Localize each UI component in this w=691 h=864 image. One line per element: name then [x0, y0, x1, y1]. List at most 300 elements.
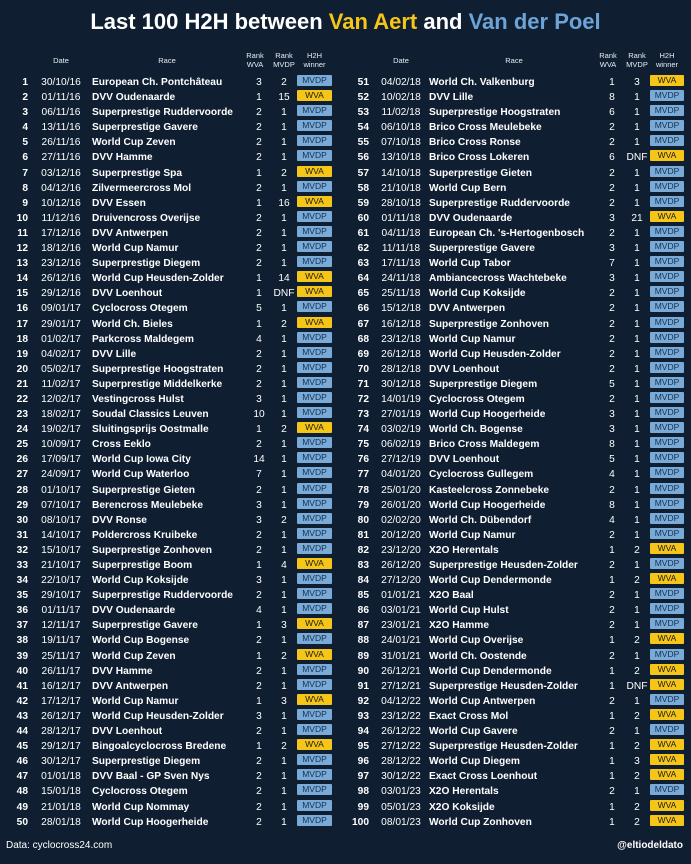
- row-winner-badge: WVA: [650, 664, 684, 675]
- row-number: 14: [16, 273, 28, 285]
- table-row: [344, 286, 686, 301]
- row-rank-wva: 2: [256, 107, 262, 119]
- row-winner-badge: WVA: [297, 317, 332, 328]
- row-race: DVV Lille: [429, 92, 474, 104]
- row-number: 79: [357, 499, 369, 511]
- row-winner-badge: MVDP: [650, 483, 684, 494]
- row-number: 1: [22, 77, 28, 88]
- row-date: 30/10/16: [41, 77, 81, 88]
- row-rank-mvdp: 1: [634, 590, 640, 602]
- row-rank-mvdp: 1: [281, 816, 287, 828]
- row-rank-mvdp: 1: [281, 726, 287, 738]
- table-row: [4, 90, 334, 105]
- row-rank-wva: 4: [256, 605, 262, 617]
- row-rank-mvdp: 15: [278, 92, 290, 104]
- row-date: 19/11/17: [41, 635, 81, 647]
- row-number: 75: [357, 439, 369, 451]
- row-race: Soudal Classics Leuven: [92, 409, 209, 421]
- row-rank-mvdp: 1: [281, 363, 287, 375]
- row-winner-badge: WVA: [650, 211, 684, 222]
- row-rank-wva: 2: [609, 197, 615, 209]
- row-winner-badge: MVDP: [650, 513, 684, 524]
- row-winner-badge: MVDP: [297, 226, 332, 237]
- row-rank-mvdp: 2: [634, 544, 640, 556]
- row-date: 29/10/17: [41, 590, 81, 602]
- row-rank-mvdp: 1: [634, 469, 640, 481]
- table-row: [4, 75, 334, 90]
- row-rank-wva: 1: [609, 801, 615, 813]
- row-rank-wva: 2: [609, 182, 615, 194]
- table-row: [4, 105, 334, 120]
- row-rank-mvdp: 1: [281, 454, 287, 466]
- row-rank-wva: 2: [609, 393, 615, 405]
- row-date: 01/01/18: [41, 771, 81, 783]
- header-winner: H2H winner: [655, 51, 679, 69]
- row-date: 18/02/17: [41, 409, 81, 421]
- row-date: 04/12/22: [381, 695, 421, 707]
- table-row: [4, 694, 334, 709]
- row-date: 25/01/20: [381, 484, 421, 496]
- row-rank-wva: 2: [609, 137, 615, 149]
- row-date: 17/09/17: [41, 454, 81, 466]
- row-race: Cyclocross Otegem: [92, 786, 188, 798]
- row-rank-wva: 1: [256, 741, 262, 753]
- row-winner-badge: MVDP: [650, 135, 684, 146]
- row-number: 21: [16, 378, 28, 390]
- row-rank-mvdp: 1: [634, 695, 640, 707]
- table-row: [4, 784, 334, 799]
- row-rank-wva: 3: [256, 499, 262, 511]
- row-winner-badge: MVDP: [650, 558, 684, 569]
- row-winner-badge: WVA: [650, 150, 684, 161]
- row-number: 92: [357, 695, 369, 707]
- table-row: [344, 588, 686, 603]
- row-race: Brico Cross Maldegem: [429, 439, 540, 451]
- table-row: [4, 649, 334, 664]
- row-rank-wva: 1: [609, 575, 615, 587]
- header-date: Date: [53, 56, 69, 65]
- row-race: World Cup Tabor: [429, 258, 511, 270]
- header-rank-wva: Rank WVA: [246, 51, 264, 69]
- row-rank-wva: 2: [609, 333, 615, 345]
- row-number: 89: [357, 650, 369, 662]
- row-race: X2O Hamme: [429, 620, 490, 632]
- row-race: Ambiancecross Wachtebeke: [429, 273, 567, 285]
- table-row: [4, 558, 334, 573]
- row-rank-mvdp: 1: [281, 680, 287, 692]
- row-rank-wva: 2: [256, 227, 262, 239]
- row-race: World Cup Namur: [92, 243, 179, 255]
- row-number: 25: [16, 439, 28, 451]
- row-rank-wva: 1: [609, 680, 615, 692]
- table-row: [4, 301, 334, 316]
- row-race: Exact Cross Mol: [429, 710, 509, 722]
- row-winner-badge: MVDP: [297, 347, 332, 358]
- row-race: DVV Essen: [92, 197, 146, 209]
- row-number: 81: [357, 529, 369, 541]
- row-rank-mvdp: 1: [281, 378, 287, 390]
- row-date: 26/12/21: [381, 665, 421, 677]
- row-rank-mvdp: 1: [634, 786, 640, 798]
- row-race: Sluitingsprijs Oostmalle: [92, 424, 209, 436]
- row-date: 23/12/20: [381, 544, 421, 556]
- row-number: 18: [16, 333, 28, 345]
- row-number: 87: [357, 620, 369, 632]
- row-date: 28/01/18: [41, 816, 81, 828]
- row-winner-badge: MVDP: [650, 392, 684, 403]
- row-date: 26/12/22: [381, 726, 421, 738]
- row-winner-badge: MVDP: [650, 528, 684, 539]
- row-rank-wva: 3: [256, 393, 262, 405]
- table-row: [344, 452, 686, 467]
- table-row: [4, 588, 334, 603]
- row-date: 07/10/18: [381, 137, 421, 149]
- row-winner-badge: WVA: [297, 618, 332, 629]
- row-winner-badge: MVDP: [650, 603, 684, 614]
- table-row: [344, 422, 686, 437]
- row-rank-wva: 3: [256, 710, 262, 722]
- row-rank-wva: 1: [256, 650, 262, 662]
- row-race: Exact Cross Loenhout: [429, 771, 538, 783]
- row-number: 66: [357, 303, 369, 315]
- row-winner-badge: MVDP: [650, 90, 684, 101]
- row-date: 26/12/17: [41, 710, 81, 722]
- row-number: 51: [357, 77, 369, 88]
- table-row: [344, 573, 686, 588]
- row-rank-mvdp: 1: [634, 424, 640, 436]
- row-winner-badge: MVDP: [297, 467, 332, 478]
- row-rank-wva: 1: [256, 424, 262, 436]
- row-winner-badge: MVDP: [297, 362, 332, 373]
- row-race: World Cup Zeven: [92, 137, 176, 149]
- row-winner-badge: MVDP: [297, 724, 332, 735]
- row-date: 27/12/20: [381, 575, 421, 587]
- row-number: 17: [16, 318, 28, 330]
- row-number: 82: [357, 544, 369, 556]
- row-number: 96: [357, 756, 369, 768]
- table-row: [4, 633, 334, 648]
- row-date: 26/11/17: [41, 665, 81, 677]
- row-race: Superprestige Heusden-Zolder: [429, 680, 578, 692]
- row-date: 31/01/21: [381, 650, 421, 662]
- row-date: 26/12/20: [381, 560, 421, 571]
- row-number: 46: [16, 756, 28, 768]
- row-rank-wva: 7: [256, 469, 262, 481]
- row-date: 26/01/20: [381, 499, 421, 511]
- row-rank-mvdp: 3: [281, 620, 287, 632]
- row-rank-mvdp: 3: [634, 77, 640, 88]
- row-date: 29/12/16: [41, 288, 81, 300]
- table-row: [4, 317, 334, 332]
- row-number: 85: [357, 590, 369, 602]
- row-date: 23/12/16: [41, 258, 81, 270]
- row-date: 17/12/17: [41, 695, 81, 707]
- row-race: Cyclocross Otegem: [92, 303, 188, 315]
- table-row: [4, 800, 334, 815]
- row-race: Superprestige Zonhoven: [429, 318, 550, 330]
- row-race: Bingoalcyclocross Bredene: [92, 741, 227, 753]
- table-row: [4, 769, 334, 784]
- row-rank-wva: 1: [609, 816, 615, 828]
- row-number: 49: [16, 801, 28, 813]
- header-date: Date: [393, 56, 409, 65]
- row-winner-badge: MVDP: [650, 120, 684, 131]
- table-row: [4, 347, 334, 362]
- row-date: 10/12/16: [41, 197, 81, 209]
- row-rank-wva: 2: [256, 258, 262, 270]
- row-winner-badge: MVDP: [650, 286, 684, 297]
- row-rank-mvdp: 1: [634, 318, 640, 330]
- row-winner-badge: MVDP: [297, 392, 332, 403]
- row-race: World Cup Koksijde: [429, 288, 526, 300]
- row-race: Superprestige Gieten: [429, 167, 533, 179]
- row-rank-wva: 2: [256, 348, 262, 360]
- row-winner-badge: MVDP: [650, 332, 684, 343]
- row-race: DVV Oudenaarde: [92, 605, 176, 617]
- table-row: [4, 618, 334, 633]
- row-rank-mvdp: 1: [281, 786, 287, 798]
- source-note: Data: cyclocross24.com: [6, 840, 113, 851]
- table-row: [344, 166, 686, 181]
- row-rank-wva: 3: [256, 514, 262, 526]
- table-row: [4, 543, 334, 558]
- row-number: 33: [16, 560, 28, 571]
- row-rank-mvdp: 1: [281, 393, 287, 405]
- table-row: [4, 150, 334, 165]
- row-race: Superprestige Gieten: [92, 484, 196, 496]
- row-winner-badge: MVDP: [650, 377, 684, 388]
- row-race: Brico Cross Lokeren: [429, 152, 530, 164]
- row-rank-mvdp: 1: [634, 197, 640, 209]
- table-row: [344, 769, 686, 784]
- row-date: 14/10/17: [41, 529, 81, 541]
- row-race: Superprestige Ruddervoorde: [429, 197, 570, 209]
- table-row: [4, 407, 334, 422]
- row-number: 24: [16, 424, 28, 436]
- row-rank-mvdp: 1: [281, 499, 287, 511]
- table-header-left: [4, 48, 334, 75]
- row-number: 84: [357, 575, 369, 587]
- row-race: World Cup Koksijde: [92, 575, 189, 587]
- row-number: 80: [357, 514, 369, 526]
- table-row: [344, 181, 686, 196]
- row-rank-wva: 1: [256, 273, 262, 285]
- row-race: World Cup Dendermonde: [429, 665, 552, 677]
- row-rank-wva: 1: [609, 544, 615, 556]
- row-winner-badge: MVDP: [650, 347, 684, 358]
- table-row: [4, 271, 334, 286]
- row-date: 07/10/17: [41, 499, 81, 511]
- row-date: 21/01/18: [41, 801, 81, 813]
- row-winner-badge: WVA: [650, 754, 684, 765]
- row-rank-wva: 1: [256, 560, 262, 571]
- row-number: 3: [22, 107, 28, 119]
- row-rank-wva: 2: [256, 137, 262, 149]
- table-row: [4, 679, 334, 694]
- row-winner-badge: MVDP: [297, 754, 332, 765]
- row-date: 09/01/17: [41, 303, 81, 315]
- row-winner-badge: WVA: [650, 800, 684, 811]
- row-race: World Cup Hoogerheide: [92, 816, 209, 828]
- row-rank-wva: 2: [256, 182, 262, 194]
- table-row: [344, 694, 686, 709]
- row-winner-badge: MVDP: [297, 528, 332, 539]
- row-number: 30: [16, 514, 28, 526]
- author-handle: @eltiodeldato: [617, 840, 683, 851]
- row-race: DVV Hamme: [92, 152, 153, 164]
- row-winner-badge: WVA: [297, 271, 332, 282]
- row-date: 23/01/21: [381, 620, 421, 632]
- row-rank-wva: 2: [609, 726, 615, 738]
- table-row: [344, 90, 686, 105]
- row-rank-wva: 1: [609, 756, 615, 768]
- row-winner-badge: MVDP: [297, 483, 332, 494]
- row-winner-badge: MVDP: [297, 603, 332, 614]
- table-row: [344, 664, 686, 679]
- row-date: 28/12/22: [381, 756, 421, 768]
- table-row: [344, 498, 686, 513]
- row-winner-badge: MVDP: [650, 362, 684, 373]
- row-number: 15: [16, 288, 28, 300]
- row-winner-badge: WVA: [297, 422, 332, 433]
- row-rank-mvdp: 1: [634, 499, 640, 511]
- row-date: 26/11/16: [41, 137, 81, 149]
- row-race: Brico Cross Meulebeke: [429, 122, 542, 134]
- table-left-column: [4, 48, 334, 830]
- row-number: 42: [16, 695, 28, 707]
- row-rank-wva: 2: [256, 590, 262, 602]
- row-rank-mvdp: 1: [634, 620, 640, 632]
- row-race: World Cup Bogense: [92, 635, 190, 647]
- row-winner-badge: MVDP: [650, 181, 684, 192]
- row-date: 15/12/18: [381, 303, 421, 315]
- row-rank-wva: 8: [609, 439, 615, 451]
- row-rank-mvdp: 1: [281, 182, 287, 194]
- row-rank-wva: 3: [609, 212, 615, 224]
- row-rank-mvdp: 1: [281, 484, 287, 496]
- row-winner-badge: MVDP: [650, 226, 684, 237]
- row-rank-mvdp: DNF: [273, 288, 295, 300]
- row-winner-badge: MVDP: [650, 256, 684, 267]
- row-number: 35: [16, 590, 28, 602]
- table-row: [344, 135, 686, 150]
- row-number: 45: [16, 741, 28, 753]
- row-rank-wva: 2: [256, 801, 262, 813]
- row-date: 30/12/17: [41, 756, 81, 768]
- row-number: 4: [22, 122, 28, 134]
- table-row: [4, 754, 334, 769]
- table-row: [344, 347, 686, 362]
- row-rank-wva: 3: [256, 77, 262, 88]
- row-number: 100: [352, 816, 369, 828]
- row-winner-badge: MVDP: [297, 135, 332, 146]
- row-rank-mvdp: 1: [634, 378, 640, 390]
- row-winner-badge: MVDP: [297, 573, 332, 584]
- row-rank-mvdp: 1: [634, 363, 640, 375]
- table-row: [4, 437, 334, 452]
- row-date: 01/10/17: [41, 484, 81, 496]
- row-race: Cyclocross Gullegem: [429, 469, 534, 481]
- row-rank-mvdp: 1: [281, 227, 287, 239]
- row-date: 01/11/18: [381, 212, 421, 224]
- row-race: X2O Herentals: [429, 786, 499, 798]
- row-number: 58: [357, 182, 369, 194]
- table-row: [344, 543, 686, 558]
- row-date: 27/12/19: [381, 454, 421, 466]
- title-prefix: Last 100 H2H between: [90, 9, 323, 34]
- title-rider-wva: Van Aert: [328, 9, 418, 34]
- row-date: 21/10/17: [41, 560, 81, 571]
- row-number: 32: [16, 544, 28, 556]
- row-rank-wva: 2: [609, 318, 615, 330]
- row-race: World Ch. Oostende: [429, 650, 527, 662]
- row-race: Superprestige Middelkerke: [92, 378, 223, 390]
- row-date: 04/11/18: [381, 227, 421, 239]
- row-number: 8: [22, 182, 28, 194]
- row-winner-badge: WVA: [297, 286, 332, 297]
- row-race: World Cup Iowa City: [92, 454, 191, 466]
- row-rank-mvdp: 1: [634, 122, 640, 134]
- row-rank-mvdp: 1: [634, 409, 640, 421]
- row-number: 56: [357, 152, 369, 164]
- row-number: 34: [16, 575, 28, 587]
- row-rank-wva: 1: [609, 741, 615, 753]
- row-rank-wva: 2: [609, 303, 615, 315]
- row-rank-mvdp: 1: [281, 544, 287, 556]
- row-number: 91: [357, 680, 369, 692]
- row-race: Superprestige Diegem: [92, 756, 201, 768]
- row-date: 28/10/18: [381, 197, 421, 209]
- row-rank-wva: 1: [256, 167, 262, 179]
- row-winner-badge: WVA: [297, 649, 332, 660]
- row-rank-mvdp: 2: [281, 741, 287, 753]
- row-number: 83: [357, 560, 369, 571]
- row-date: 11/12/16: [41, 212, 81, 224]
- table-row: [344, 467, 686, 482]
- row-date: 17/12/16: [41, 227, 81, 239]
- table-row: [344, 120, 686, 135]
- row-number: 69: [357, 348, 369, 360]
- row-number: 68: [357, 333, 369, 345]
- row-winner-badge: WVA: [297, 166, 332, 177]
- row-rank-wva: 2: [609, 167, 615, 179]
- row-race: Kasteelcross Zonnebeke: [429, 484, 550, 496]
- row-rank-mvdp: 2: [281, 424, 287, 436]
- row-race: World Cup Heusden-Zolder: [92, 273, 224, 285]
- row-rank-mvdp: 1: [281, 348, 287, 360]
- row-rank-mvdp: 1: [634, 514, 640, 526]
- row-date: 26/12/16: [41, 273, 81, 285]
- row-winner-badge: MVDP: [650, 271, 684, 282]
- row-rank-wva: 5: [609, 378, 615, 390]
- table-row: [4, 362, 334, 377]
- row-date: 08/01/23: [381, 816, 421, 828]
- row-race: Berencross Meulebeke: [92, 499, 203, 511]
- row-winner-badge: MVDP: [650, 784, 684, 795]
- row-winner-badge: MVDP: [650, 166, 684, 177]
- row-winner-badge: MVDP: [297, 120, 332, 131]
- row-winner-badge: MVDP: [650, 437, 684, 448]
- row-rank-mvdp: 1: [281, 710, 287, 722]
- row-winner-badge: MVDP: [297, 784, 332, 795]
- row-number: 60: [357, 212, 369, 224]
- row-date: 15/01/18: [41, 786, 81, 798]
- row-number: 11: [17, 227, 28, 239]
- row-number: 44: [16, 726, 28, 738]
- row-winner-badge: MVDP: [297, 150, 332, 161]
- row-date: 17/11/18: [381, 258, 421, 270]
- row-number: 36: [16, 605, 28, 617]
